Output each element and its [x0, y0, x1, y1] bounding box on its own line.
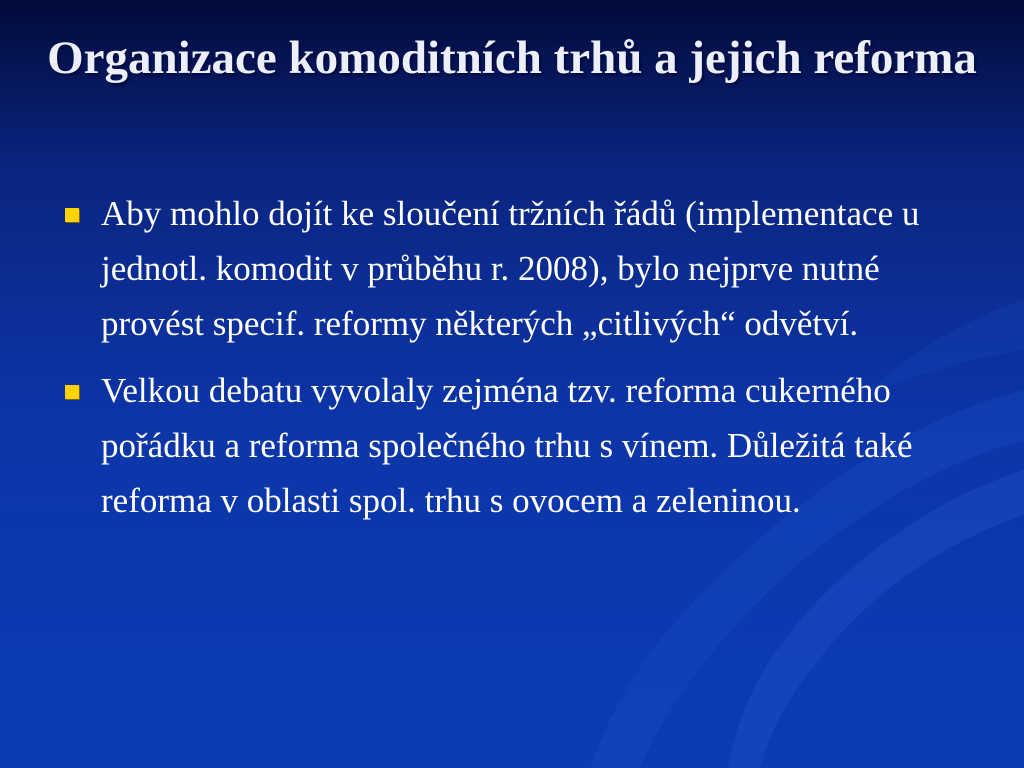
- bullet-list: [60, 186, 940, 540]
- bullet-item-2: [60, 363, 940, 528]
- bullet-text-2: Velkou debatu vyvolaly zejména tzv. reforma cukerného pořádku a reforma společného trhu s vínem. Důležitá také reforma v oblasti spol. trhu s ovocem a zeleninou.: [101, 371, 913, 520]
- yellow-square-bullet-icon: [65, 208, 79, 222]
- bullet-text-1: Aby mohlo dojít ke sloučení tržních řádů (implementace u jednotl. komodit v průběhu r. 2008), bylo nejprve nutné provést specif. reformy některých „citlivých“ odvětví.: [101, 194, 920, 343]
- yellow-square-bullet-icon: [65, 385, 79, 399]
- slide-title: Organizace komoditních trhů a jejich reforma: [47, 32, 977, 84]
- bullet-item-1: [60, 186, 940, 351]
